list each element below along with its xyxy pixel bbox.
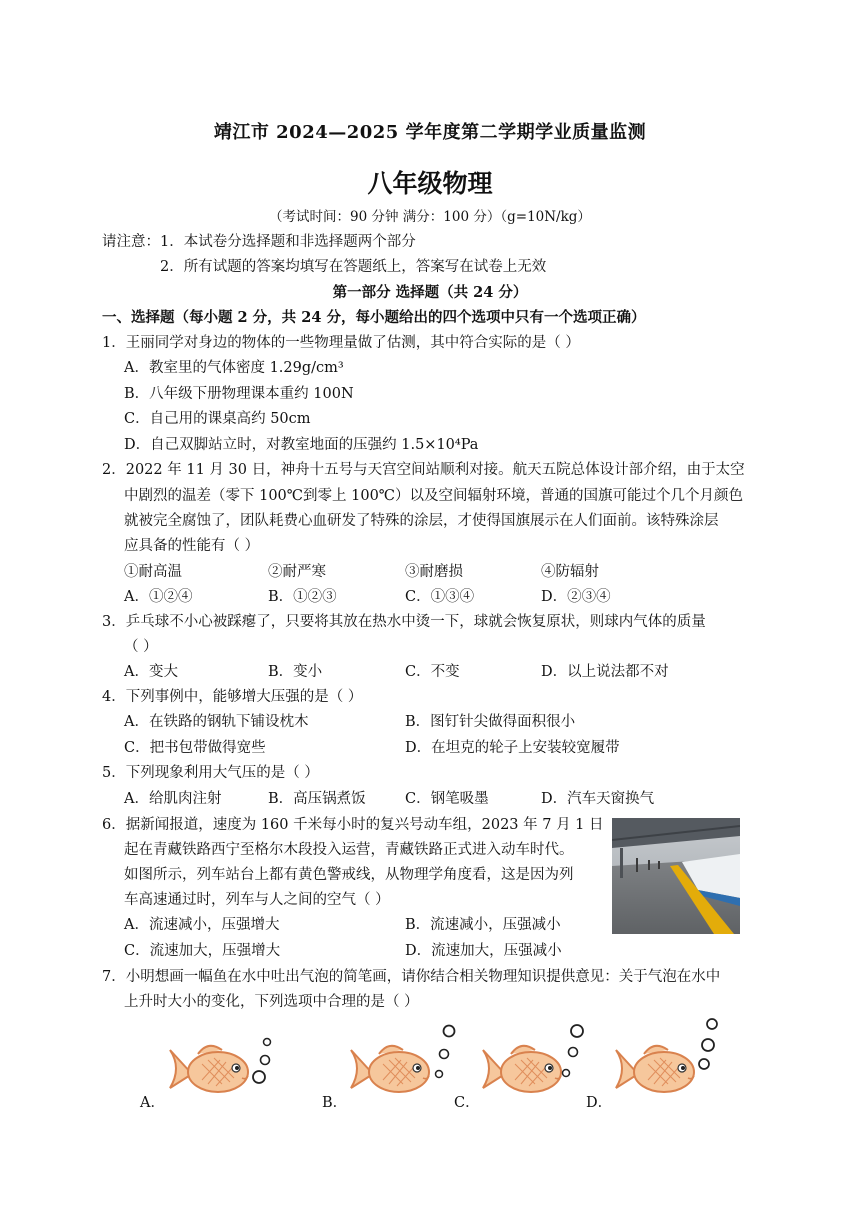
q4-option-d: D．在坦克的轮子上安装较宽履带 [405,740,620,756]
q6-option-b: B．流速减小，压强减小 [405,917,561,933]
q3-line-1: 3．乒乓球不小心被踩瘪了，只要将其放在热水中烫一下，球就会恢复原状，则球内气体的质量 [102,614,706,630]
fish-option-a-drawing [162,1028,282,1108]
fish-icon [483,1046,561,1092]
q2-option-b: B．①②③ [268,589,337,605]
q1-option-a: A．教室里的气体密度 1.29g/cm³ [124,360,344,376]
bubble-icon [571,1025,583,1037]
q3-option-b: B．变小 [268,664,323,680]
q4-option-c: C．把书包带做得宽些 [124,740,266,756]
part-title: 第一部分 选择题（共 24 分） [332,284,528,301]
bubble-icon [444,1026,455,1037]
notes-label: 请注意： [102,234,160,250]
subject-title: 八年级物理 [367,169,493,198]
q2-option-a: A．①②④ [124,589,193,605]
q6-line-4: 车高速通过时，列车与人之间的空气（ ） [124,892,390,908]
bubble-icon [436,1071,443,1078]
q6-line-2: 起在青藏铁路西宁至格尔木段投入运营，青藏铁路正式进入动车时代。 [124,842,574,858]
q2-option-c: C．①③④ [405,589,475,605]
exam-title: 靖江市 2024—2025 学年度第二学期学业质量监测 [213,122,647,143]
q5-option-d: D．汽车天窗换气 [541,791,655,807]
exam-info: （考试时间：90 分钟 满分：100 分）（g=10N/kg） [269,209,591,225]
bubble-icon [702,1039,714,1051]
q7-option-c: C． [454,1095,480,1111]
fish-option-c-drawing [477,1020,597,1108]
fish-option-d-drawing [610,1012,730,1108]
fish-icon [170,1046,248,1092]
train-platform-photo [612,818,740,934]
q2-prop-3: ③耐磨损 [405,564,463,580]
q2-line-1: 2．2022 年 11 月 30 日，神舟十五号与天宫空间站顺利对接。航天五院总体设计部介绍，由于太空 [102,462,745,478]
bubble-icon [440,1050,449,1059]
bubble-icon [253,1071,265,1083]
q5-option-b: B．高压锅煮饭 [268,791,366,807]
note-2: 2．所有试题的答案均填写在答题纸上，答案写在试卷上无效 [160,259,547,275]
q7-option-d: D． [586,1095,613,1111]
q2-line-3: 就被完全腐蚀了，团队耗费心血研发了特殊的涂层，才使得国旗展示在人们面前。该特殊涂层 [124,513,719,529]
q7-option-b: B． [322,1095,348,1111]
q4-option-a: A．在铁路的钢轨下铺设枕木 [124,714,309,730]
q3-option-d: D．以上说法都不对 [541,664,669,680]
bubble-icon [569,1048,578,1057]
train-platform-image [612,818,740,934]
fish-icon [616,1046,694,1092]
note-1: 1．本试卷分选择题和非选择题两个部分 [160,234,416,250]
q2-line-2: 中剧烈的温差（零下 100℃到零上 100℃）以及空间辐射环境，普通的国旗可能过个几个月颜色 [124,488,744,504]
q6-option-d: D．流速加大，压强减小 [405,943,562,959]
q6-option-a: A．流速减小，压强增大 [124,917,280,933]
bubble-icon [707,1019,717,1029]
q6-line-3: 如图所示，列车站台上都有黄色警戒线，从物理学角度看，这是因为列 [124,867,574,883]
q1-option-c: C．自己用的课桌高约 50cm [124,411,311,427]
bubble-icon [264,1039,271,1046]
q5-option-c: C．钢笔吸墨 [405,791,489,807]
q6-option-c: C．流速加大，压强增大 [124,943,281,959]
q1-option-b: B．八年级下册物理课本重约 100N [124,386,354,402]
bubble-icon [261,1056,270,1065]
bubble-icon [563,1070,570,1077]
q2-line-4: 应具备的性能有（ ） [124,538,260,554]
q3-line-2: （ ） [124,639,158,655]
fish-option-b-drawing [345,1020,465,1108]
q4-stem: 4．下列事例中，能够增大压强的是（ ） [102,689,363,705]
q5-option-a: A．给肌肉注射 [124,791,222,807]
q2-option-d: D．②③④ [541,589,611,605]
q3-option-a: A．变大 [124,664,178,680]
q3-option-c: C．不变 [405,664,460,680]
bubble-icon [699,1059,709,1069]
q2-prop-1: ①耐高温 [124,564,182,580]
q4-option-b: B．图钉针尖做得面积很小 [405,714,576,730]
q5-stem: 5．下列现象利用大气压的是（ ） [102,765,319,781]
q2-prop-4: ④防辐射 [541,564,599,580]
section-title: 一、选择题（每小题 2 分，共 24 分，每小题给出的四个选项中只有一个选项正确） [102,309,646,326]
q7-line-1: 7．小明想画一幅鱼在水中吐出气泡的简笔画，请你结合相关物理知识提供意见：关于气泡在水中 [102,969,721,985]
q1-option-d: D．自己双脚站立时，对教室地面的压强约 1.5×10⁴Pa [124,437,479,453]
fish-icon [351,1046,429,1092]
q7-option-a: A． [140,1095,165,1111]
q2-prop-2: ②耐严寒 [268,564,326,580]
q6-line-1: 6．据新闻报道，速度为 160 千米每小时的复兴号动车组，2023 年 7 月 1 日 [102,817,604,833]
q1-stem: 1．王丽同学对身边的物体的一些物理量做了估测，其中符合实际的是（ ） [102,335,580,351]
q7-line-2: 上升时大小的变化，下列选项中合理的是（ ） [124,994,419,1010]
